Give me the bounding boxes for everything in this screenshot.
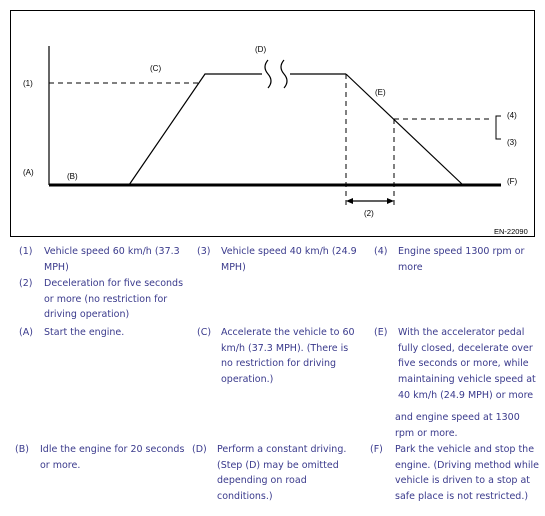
legend-key: (E) <box>374 327 388 338</box>
range-bracket <box>496 116 501 139</box>
deceleration-trace <box>346 74 463 185</box>
legend-text: Start the engine. <box>44 327 125 338</box>
label-1: (1) <box>23 79 33 88</box>
legend-text: Vehicle speed 40 km/h (24.9 MPH) <box>221 246 357 273</box>
legend-key: (D) <box>192 444 207 455</box>
legend-text: Perform a constant driving. (Step (D) may be omitted depending on road conditions.) <box>217 444 347 503</box>
label-E: (E) <box>375 88 386 97</box>
label-F: (F) <box>507 177 518 186</box>
figure-id: EN-22090 <box>494 227 528 236</box>
legend-text: Accelerate the vehicle to 60 km/h (37.3 MPH). (There is no restriction for driving operation.) <box>221 327 355 386</box>
label-3: (3) <box>507 138 517 147</box>
arrow-head-right <box>387 198 394 204</box>
legend-key: (C) <box>197 327 212 338</box>
legend-key: (A) <box>19 327 33 338</box>
legend-text: Park the vehicle and stop the engine. (Driving method while vehicle is driven to a stop at safe place is not restricted.) <box>395 444 539 503</box>
legend-text: and engine speed at 1300 rpm or more. <box>395 412 520 439</box>
break-mark <box>265 60 271 88</box>
legend-text: Idle the engine for 20 seconds or more. <box>40 444 185 471</box>
legend-key: (F) <box>370 444 383 455</box>
legend-text: Deceleration for five seconds or more (no restriction for driving operation) <box>44 278 184 321</box>
arrow-head-left <box>346 198 353 204</box>
legend-key: (B) <box>15 444 29 455</box>
legend-key: (3) <box>197 246 211 257</box>
legend-key: (4) <box>374 246 388 257</box>
label-B: (B) <box>67 172 78 181</box>
diagram-frame <box>11 11 535 237</box>
label-4: (4) <box>507 111 517 120</box>
label-A: (A) <box>23 168 34 177</box>
legend-key: (2) <box>19 278 33 289</box>
speed-trace <box>129 74 262 185</box>
legend-text: Engine speed 1300 rpm or more <box>398 246 525 273</box>
break-mark <box>281 60 287 88</box>
legend-key: (1) <box>19 246 33 257</box>
legend-text: With the accelerator pedal fully closed, decelerate over five seconds or more, while maintaining vehicle speed at 40 km/h (24.9 MPH) or more <box>398 327 536 401</box>
legend-text: Vehicle speed 60 km/h (37.3 MPH) <box>44 246 180 273</box>
label-D: (D) <box>255 45 267 54</box>
label-C: (C) <box>150 64 162 73</box>
driving-pattern-diagram <box>0 0 545 245</box>
label-2: (2) <box>364 209 374 218</box>
